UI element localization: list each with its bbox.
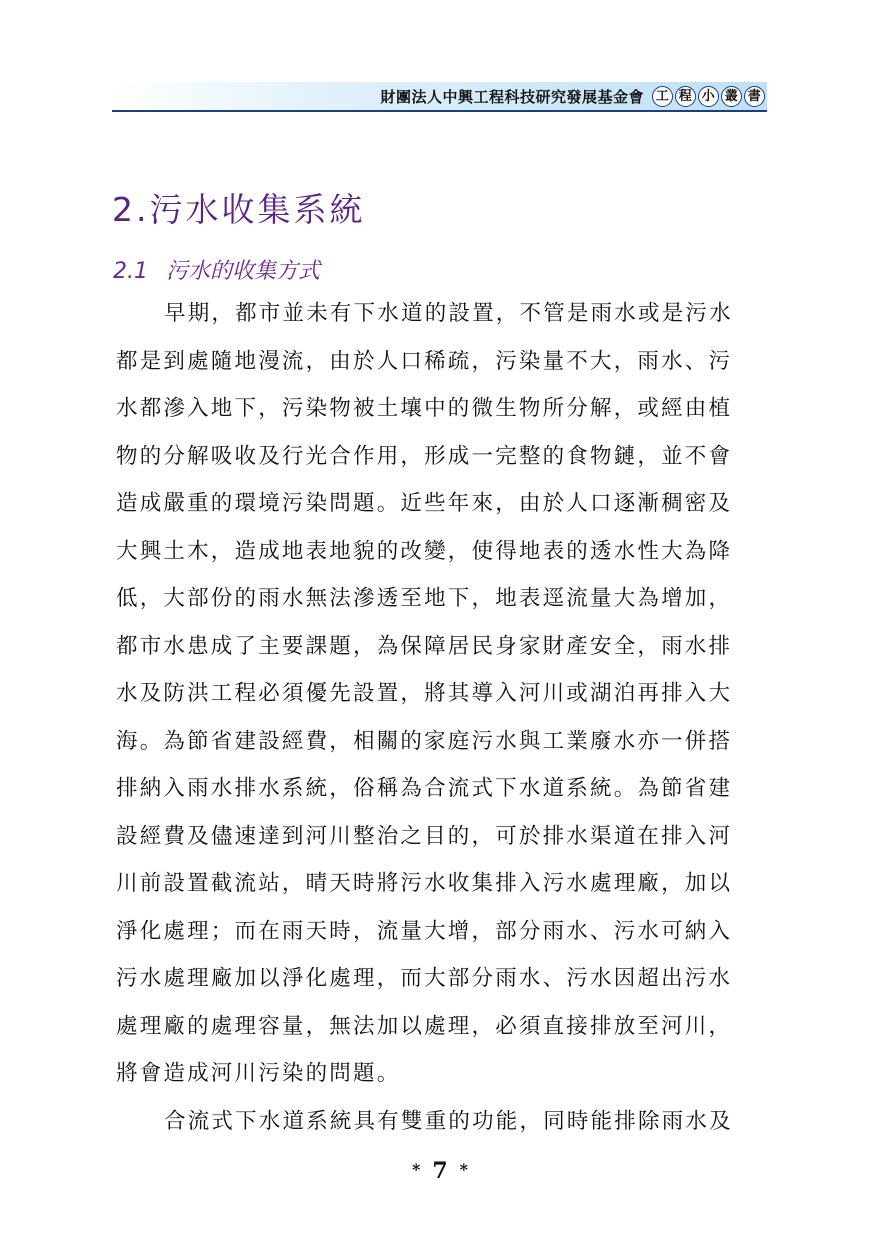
series-char: 書	[744, 86, 765, 107]
paragraph-line: 將會造成河川污染的問題。	[116, 1061, 401, 1086]
series-badge	[652, 86, 765, 107]
paragraph-line: 都市水患成了主要課題，為保障居民身家財產安全，雨水排	[116, 633, 733, 659]
paragraph-line: 早期，都市並未有下水道的設置，不管是雨水或是污水	[164, 301, 733, 326]
paragraph-line: 處理廠的處理容量，無法加以處理，必須直接排放至河川，	[116, 1013, 733, 1039]
paragraph-line: 川前設置截流站，晴天時將污水收集排入污水處理廠，加以	[116, 871, 733, 896]
chapter-title: 2.污水收集系統	[112, 190, 366, 229]
series-char: 叢	[721, 86, 742, 107]
paragraph-line: 淨化處理；而在雨天時，流量大增，部分雨水、污水可納入	[116, 918, 733, 944]
paragraph-line: 都是到處隨地漫流，由於人口稀疏，污染量不大，雨水、污	[116, 348, 733, 374]
paragraph-line: 排納入雨水排水系統，俗稱為合流式下水道系統。為節省建	[116, 776, 733, 801]
ornament-left: *	[411, 1160, 421, 1179]
paragraph-line: 低，大部份的雨水無法滲透至地下，地表逕流量大為增加，	[116, 586, 733, 611]
series-char: 小	[698, 86, 719, 107]
paragraph-line: 水都滲入地下，污染物被土壤中的微生物所分解，或經由植	[116, 396, 733, 421]
section-heading	[113, 254, 320, 285]
body-paragraphs	[116, 295, 772, 1150]
page-number: 7	[432, 1158, 448, 1184]
paragraph-line: 設經費及儘速達到河川整治之目的，可於排水渠道在排入河	[116, 823, 733, 849]
series-char: 工	[652, 86, 673, 107]
paragraph-line: 大興土木，造成地表地貌的改變，使得地表的透水性大為降	[116, 538, 733, 564]
section-number: 2.1	[113, 259, 148, 284]
section-title: 污水的收集方式	[166, 259, 321, 284]
page-footer	[380, 1158, 500, 1184]
header-text	[380, 82, 767, 110]
series-char: 程	[675, 86, 696, 107]
paragraph-line: 海。為節省建設經費，相關的家庭污水與工業廢水亦一併搭	[116, 728, 733, 754]
paragraph-line: 物的分解吸收及行光合作用，形成一完整的食物鏈，並不會	[116, 443, 733, 469]
paragraph-line: 水及防洪工程必須優先設置，將其導入河川或湖泊再排入大	[116, 681, 733, 706]
running-header	[112, 82, 767, 112]
paragraph-line: 污水處理廠加以淨化處理，而大部分雨水、污水因超出污水	[116, 966, 733, 991]
ornament-right: *	[459, 1160, 469, 1179]
header-organization: 財團法人中興工程科技研究發展基金會	[380, 87, 644, 106]
paragraph-line: 合流式下水道系統具有雙重的功能，同時能排除雨水及	[164, 1108, 733, 1134]
paragraph-line: 造成嚴重的環境污染問題。近些年來，由於人口逐漸稠密及	[116, 491, 733, 516]
